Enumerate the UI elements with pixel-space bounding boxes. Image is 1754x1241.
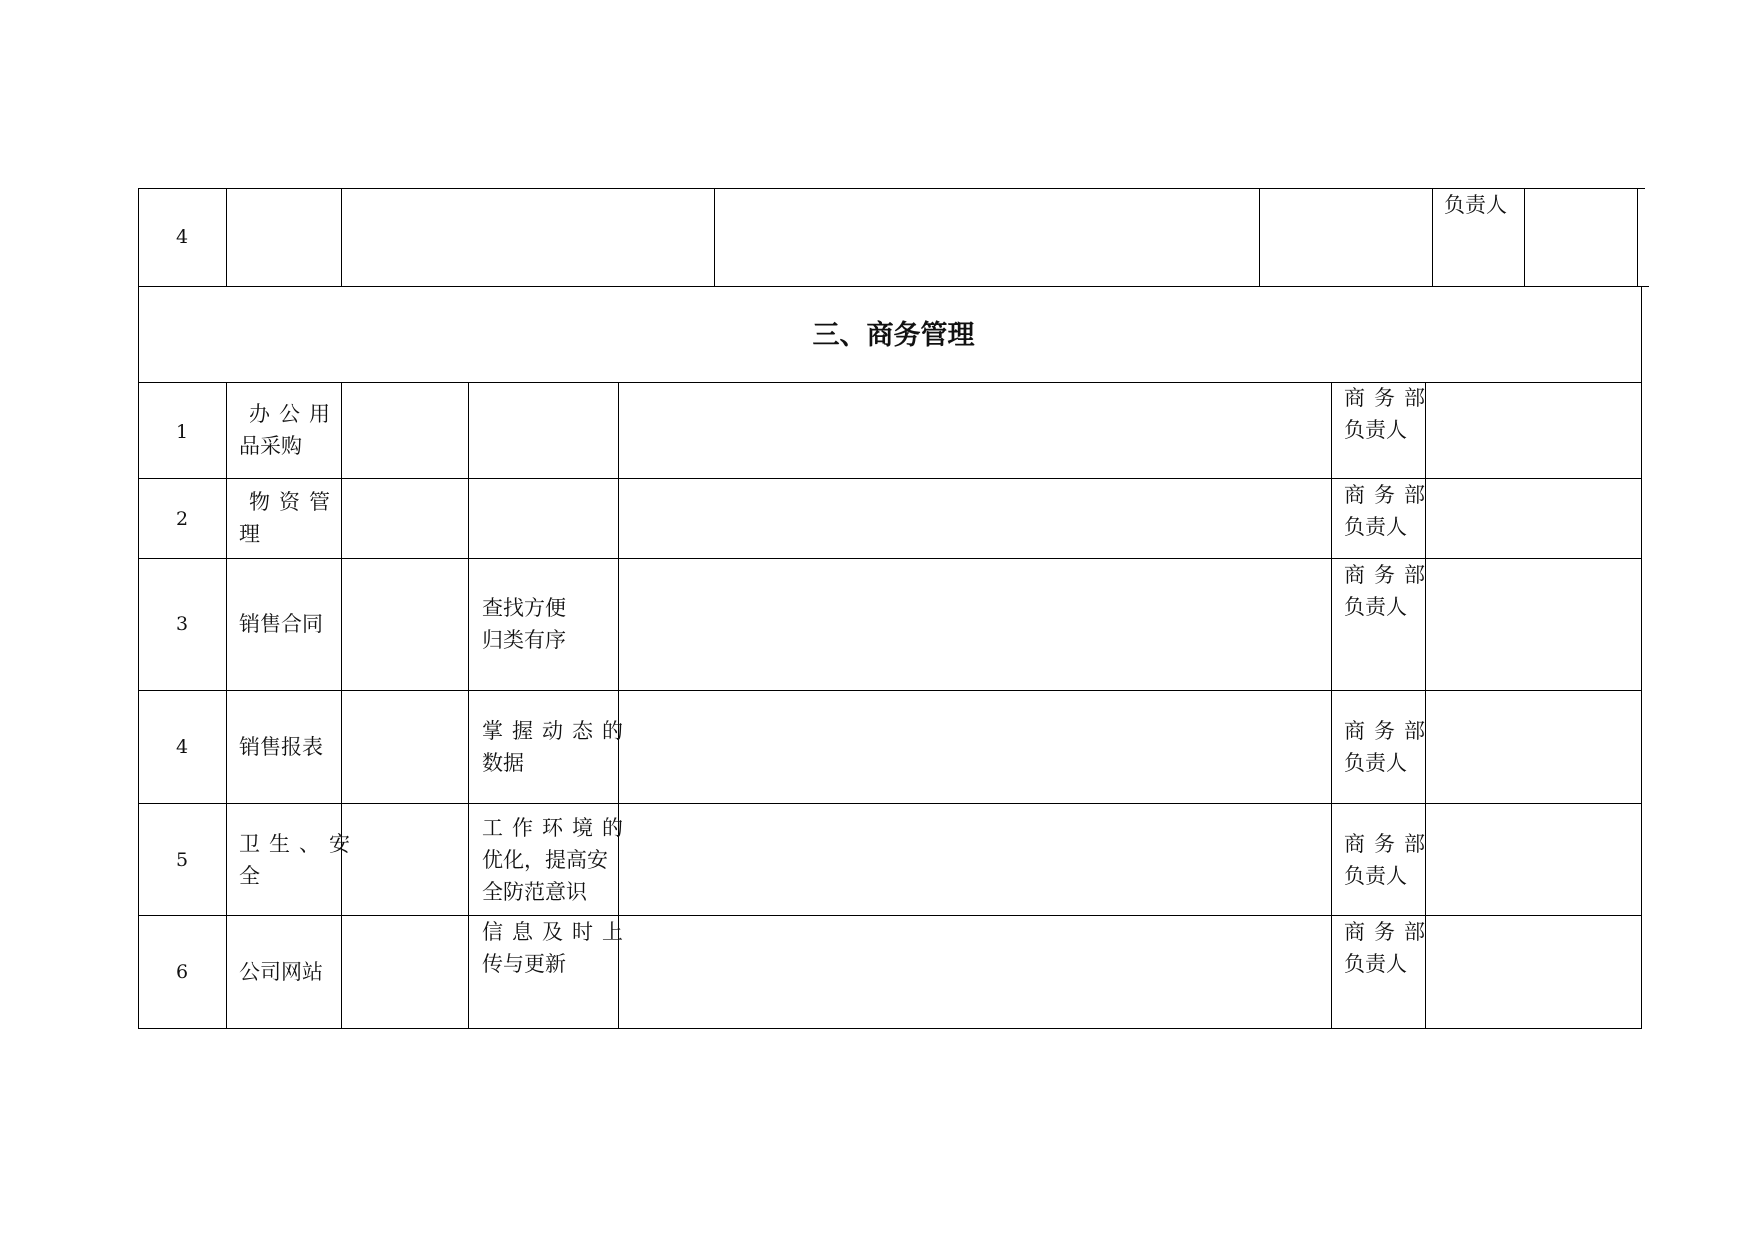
goal-line: 查找方便 xyxy=(482,596,566,620)
owner-line: 负责人 xyxy=(1344,864,1407,888)
row-number: 1 xyxy=(175,421,189,443)
goal-line: 优化，提高安 xyxy=(482,848,608,872)
goal-line: 信息及时上 xyxy=(482,920,632,944)
item-name-line: 理 xyxy=(239,522,260,546)
goal-line: 全防范意识 xyxy=(482,880,587,904)
owner-line: 负责人 xyxy=(1344,751,1407,775)
item-name-line: 公司网站 xyxy=(239,960,323,984)
item-name-line: 卫生、安 xyxy=(239,832,359,856)
owner-line: 负责人 xyxy=(1344,515,1407,539)
goal-line: 掌握动态的 xyxy=(482,719,632,743)
owner-line: 商务部 xyxy=(1344,563,1434,587)
goal-line: 数据 xyxy=(482,751,524,775)
owner-line: 商务部 xyxy=(1344,386,1434,410)
row-number: 5 xyxy=(175,849,189,871)
owner-line: 负责人 xyxy=(1344,595,1407,619)
item-name-line: 销售合同 xyxy=(239,612,323,636)
top-row-owner: 负责人 xyxy=(1444,193,1507,217)
item-name-line: 品采购 xyxy=(239,434,302,458)
item-name-line: 销售报表 xyxy=(239,735,323,759)
section-title: 三、商务管理 xyxy=(812,320,975,351)
row-number: 4 xyxy=(175,736,189,758)
row-number: 2 xyxy=(175,508,189,530)
goal-line: 传与更新 xyxy=(482,952,566,976)
owner-line: 商务部 xyxy=(1344,483,1434,507)
item-name-line: 办公用 xyxy=(249,402,339,426)
top-row-number: 4 xyxy=(175,226,189,248)
owner-line: 商务部 xyxy=(1344,920,1434,944)
owner-line: 负责人 xyxy=(1344,418,1407,442)
goal-line: 归类有序 xyxy=(482,628,566,652)
owner-line: 负责人 xyxy=(1344,952,1407,976)
owner-line: 商务部 xyxy=(1344,832,1434,856)
item-name-line: 全 xyxy=(239,864,260,888)
owner-line: 商务部 xyxy=(1344,719,1434,743)
item-name-line: 物资管 xyxy=(249,490,339,514)
goal-line: 工作环境的 xyxy=(482,816,632,840)
row-number: 3 xyxy=(175,613,189,635)
row-number: 6 xyxy=(175,961,189,983)
